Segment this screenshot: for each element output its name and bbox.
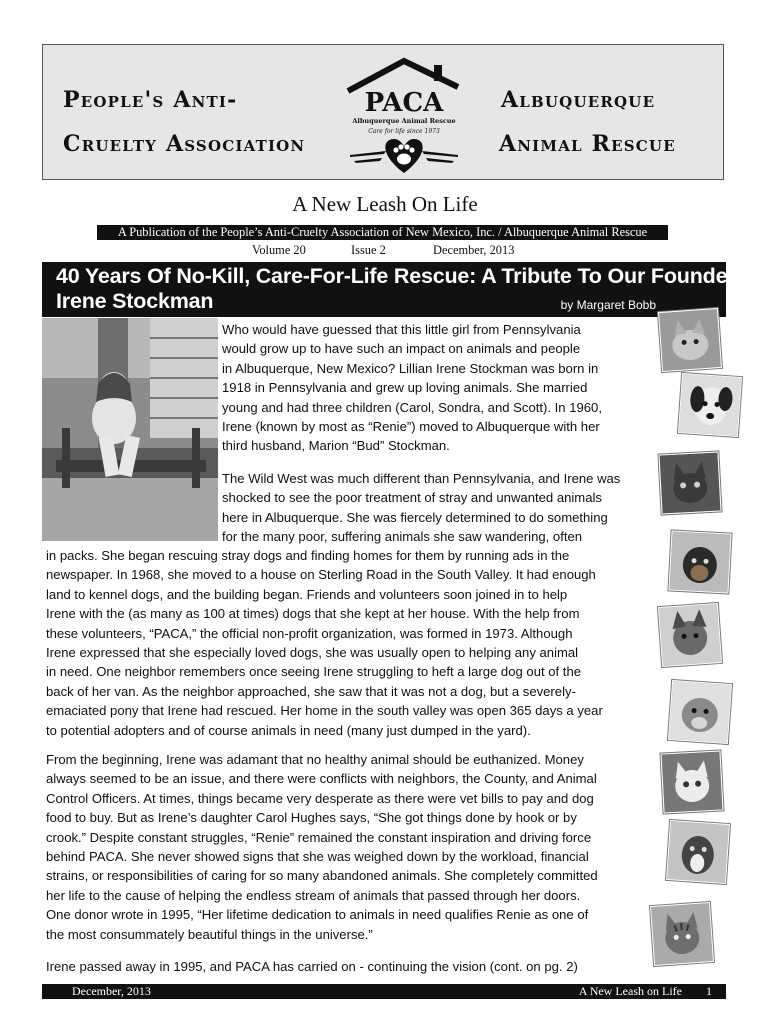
publication-line: A Publication of the People’s Anti-Cruelty Association of New Mexico, Inc. / Albuquerque Animal Rescue [97, 225, 668, 240]
masthead-left-line1: People's Anti- [63, 87, 238, 113]
text-line: to potential adopters and of course animals in need (many just dumped in the yard). [46, 722, 531, 738]
footer-page-number: 1 [706, 984, 712, 998]
text-line: behind PACA. She never showed signs that she was weighed down by the workload, financial [46, 849, 589, 865]
animal-photo-mixed-dog [668, 680, 732, 744]
text-line: strains, or responsibilities of caring for so many abandoned animals. She completely committed [46, 868, 598, 884]
animal-photo-kitten [658, 451, 721, 514]
animal-photo-hound [666, 820, 730, 884]
article-paragraph-3 [46, 750, 598, 944]
text-line: One donor wrote in 1995, “Her lifetime dedication to animals in need qualifies Renie as one of [46, 907, 589, 923]
article-paragraph-2-bottom [46, 546, 603, 740]
text-line: land to kennel dogs, and the building began. Friends and volunteers soon joined in to help [46, 586, 568, 602]
page-footer [42, 984, 726, 999]
issue-volume: Volume 20 [252, 243, 306, 257]
text-line: crook.” Despite constant struggles, “Renie” remained the constant inspiration and driving force [46, 829, 592, 845]
text-line: The Wild West was much different than Pennsylvania, and Irene was [222, 471, 621, 486]
issue-date: December, 2013 [433, 243, 515, 257]
text-line: in need. One neighbor remembers once seeing Irene struggling to heft a large dog out of the [46, 664, 582, 680]
article-paragraph-4 [46, 957, 578, 976]
masthead-left-line2: Cruelty Association [63, 131, 306, 157]
text-line: shocked to see the poor treatment of stray and unwanted animals [222, 490, 602, 506]
founder-childhood-photo [42, 318, 218, 541]
animal-photo-white-kitten [660, 750, 723, 813]
newsletter-title: A New Leash On Life [292, 192, 478, 216]
text-line: in packs. She began rescuing stray dogs and finding homes for them by running ads in the [46, 548, 570, 563]
masthead-right-line2: Animal Rescue [499, 131, 676, 157]
text-line: Control Officers. At times, things became very desperate as there were vet bills to pay and dog [46, 790, 594, 806]
footer-date: December, 2013 [72, 984, 151, 998]
text-line: here in Albuquerque. She was fiercely determined to do something [222, 509, 608, 525]
animal-photo-tabby [650, 902, 714, 966]
text-line: Irene (known by most as “Renie”) moved to Albuquerque with her [222, 419, 600, 435]
text-line: Who would have guessed that this little girl from Pennsylvania [222, 322, 581, 337]
logo-text: PACA [364, 88, 444, 118]
text-line: in Albuquerque, New Mexico? Lillian Irene Stockman was born in [222, 360, 599, 376]
text-line: back of her van. As the neighbor approached, she saw that it was not a dog, but a severely- [46, 683, 576, 699]
text-line: young and had three children (Carol, Sondra, and Scott). In 1960, [222, 399, 602, 415]
footer-title: A New Leash on Life [578, 984, 682, 998]
text-line: Irene with the (as many as 100 at times) dogs that she kept at her house. With the help from [46, 606, 580, 622]
animal-photo-puppy [668, 530, 731, 593]
text-line: the most consummately beautiful things in the universe.” [46, 926, 373, 942]
text-line: third husband, Marion “Bud” Stockman. [222, 438, 450, 454]
issue-number: Issue 2 [351, 243, 386, 257]
text-line: 1918 in Pennsylvania and grew up loving animals. She married [222, 380, 588, 396]
byline: by Margaret Bobb [560, 298, 656, 312]
animal-photo-terrier [658, 603, 722, 667]
text-line: always seemed to be an issue, and there were conflicts with neighbors, the County, and Animal [46, 771, 597, 787]
article-paragraph-2-top [222, 469, 620, 547]
headline-line2: Irene Stockman [56, 289, 214, 313]
text-line: would grow up to have such an impact on animals and people [222, 341, 581, 357]
masthead [42, 44, 724, 180]
logo-sub: Albuquerque Animal Rescue [352, 117, 456, 125]
text-line: From the beginning, Irene was adamant that no healthy animal should be euthanized. Money [46, 752, 584, 767]
text-line: for the many poor, suffering animals she saw wandering, often [222, 529, 583, 545]
text-line: these volunteers, “PACA,” the official non-profit organization, was formed in 1973. Although [46, 625, 573, 641]
text-line: Irene passed away in 1995, and PACA has carried on - continuing the vision (cont. on pg. 2) [46, 959, 578, 974]
text-line: Irene expressed that she especially loved dogs, she was usually open to helping any animal [46, 645, 579, 661]
text-line: her life to the cause of helping the endless stream of animals that passed through her doors. [46, 887, 581, 903]
article-headline [42, 262, 736, 317]
logo-tagline: Care for life since 1973 [368, 128, 440, 135]
animal-photo-cat [658, 308, 722, 372]
text-line: newspaper. In 1968, she moved to a house on Sterling Road in the South Valley. It had enough [46, 567, 596, 583]
paca-logo [340, 51, 468, 177]
article-paragraph-1 [222, 320, 602, 456]
text-line: emaciated pony that Irene had rescued. Her home in the south valley was open 365 days a year [46, 703, 603, 719]
masthead-right-line1: Albuquerque [501, 87, 656, 113]
animal-photo-dog [678, 373, 742, 437]
headline-line1: 40 Years Of No-Kill, Care-For-Life Rescue: A Tribute To Our Founder [56, 264, 736, 288]
text-line: food to buy. But as Irene’s daughter Carol Hughes says, “She got things done by hook or by [46, 810, 577, 826]
